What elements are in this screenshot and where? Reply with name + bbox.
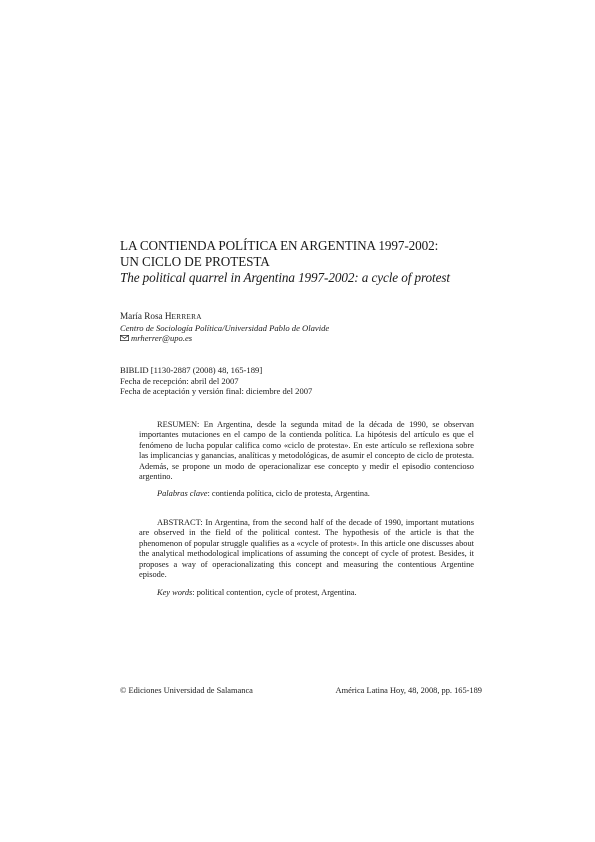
palabras-clave bbox=[139, 489, 474, 499]
palabras-clave-line bbox=[139, 489, 474, 499]
author-last-rest: ERRERA bbox=[171, 313, 202, 321]
author-name bbox=[120, 311, 480, 323]
author-affiliation: Centro de Sociología Política/Universidad Pablo de Olavide bbox=[120, 322, 330, 333]
accepted-date: Fecha de aceptación y versión final: diciembre del 2007 bbox=[120, 386, 313, 397]
key-words-line bbox=[139, 588, 474, 598]
footer-publisher: © Ediciones Universidad de Salamanca bbox=[120, 686, 253, 695]
author-block bbox=[120, 311, 480, 344]
palabras-clave-label: Palabras clave bbox=[157, 489, 208, 498]
envelope-icon bbox=[120, 335, 129, 341]
palabras-clave-text: : contienda política, ciclo de protesta, Argentina. bbox=[207, 489, 370, 498]
footer-journal-citation: América Latina Hoy, 48, 2008, pp. 165-189 bbox=[335, 686, 482, 695]
title-english: The political quarrel in Argentina 1997-2002: a cycle of protest bbox=[120, 270, 450, 285]
abstract-paragraph bbox=[139, 518, 474, 580]
author-last-name bbox=[165, 311, 202, 321]
resumen-text: RESUMEN: En Argentina, desde la segunda mitad de la década de 1990, se observan importantes mutaciones en el campo de la contienda política. La hipótesis del artículo es que el fenómeno de lucha popular califica como «ciclo de protesta». En este artículo se reflexiona sobre las implicancias y ganancias, analíticas y metodológicas, de asumir el concepto de ciclo de protesta. Además, se propone un modo de operacionalizar ese concepto y medir el episodio contencioso argentino. bbox=[139, 420, 474, 482]
key-words bbox=[139, 588, 474, 598]
title-spanish-line-2: UN CICLO DE PROTESTA bbox=[120, 254, 270, 269]
biblid-reference: BIBLID [1130-2887 (2008) 48, 165-189] bbox=[120, 365, 263, 375]
resumen-paragraph bbox=[139, 420, 474, 482]
author-first-name: María Rosa bbox=[120, 311, 163, 321]
title-spanish-line-1: LA CONTIENDA POLÍTICA EN ARGENTINA 1997-2002: bbox=[120, 238, 439, 253]
author-email[interactable]: mrherrer@upo.es bbox=[131, 333, 193, 344]
author-last-initial: H bbox=[164, 311, 172, 321]
page-footer bbox=[120, 686, 482, 695]
abstract-text: ABSTRACT: In Argentina, from the second half of the decade of 1990, important mutations are observed in the field of the political contest. The hypothesis of the article is that the phenomenon of popular struggle qualifies as a «cycle of protest». In this article one discusses about the analytical methodological implications of assuming the concept of cycle of protest. Besides, it proposes a way of operacionalizating this concept and measuring the contentious Argentine episode. bbox=[139, 518, 474, 580]
biblio-block bbox=[120, 365, 480, 397]
key-words-label: Key words bbox=[157, 588, 193, 597]
title-block bbox=[120, 238, 480, 286]
received-date: Fecha de recepción: abril del 2007 bbox=[120, 375, 239, 386]
key-words-text: : political contention, cycle of protest, Argentina. bbox=[192, 588, 357, 597]
author-email-row bbox=[120, 333, 480, 344]
